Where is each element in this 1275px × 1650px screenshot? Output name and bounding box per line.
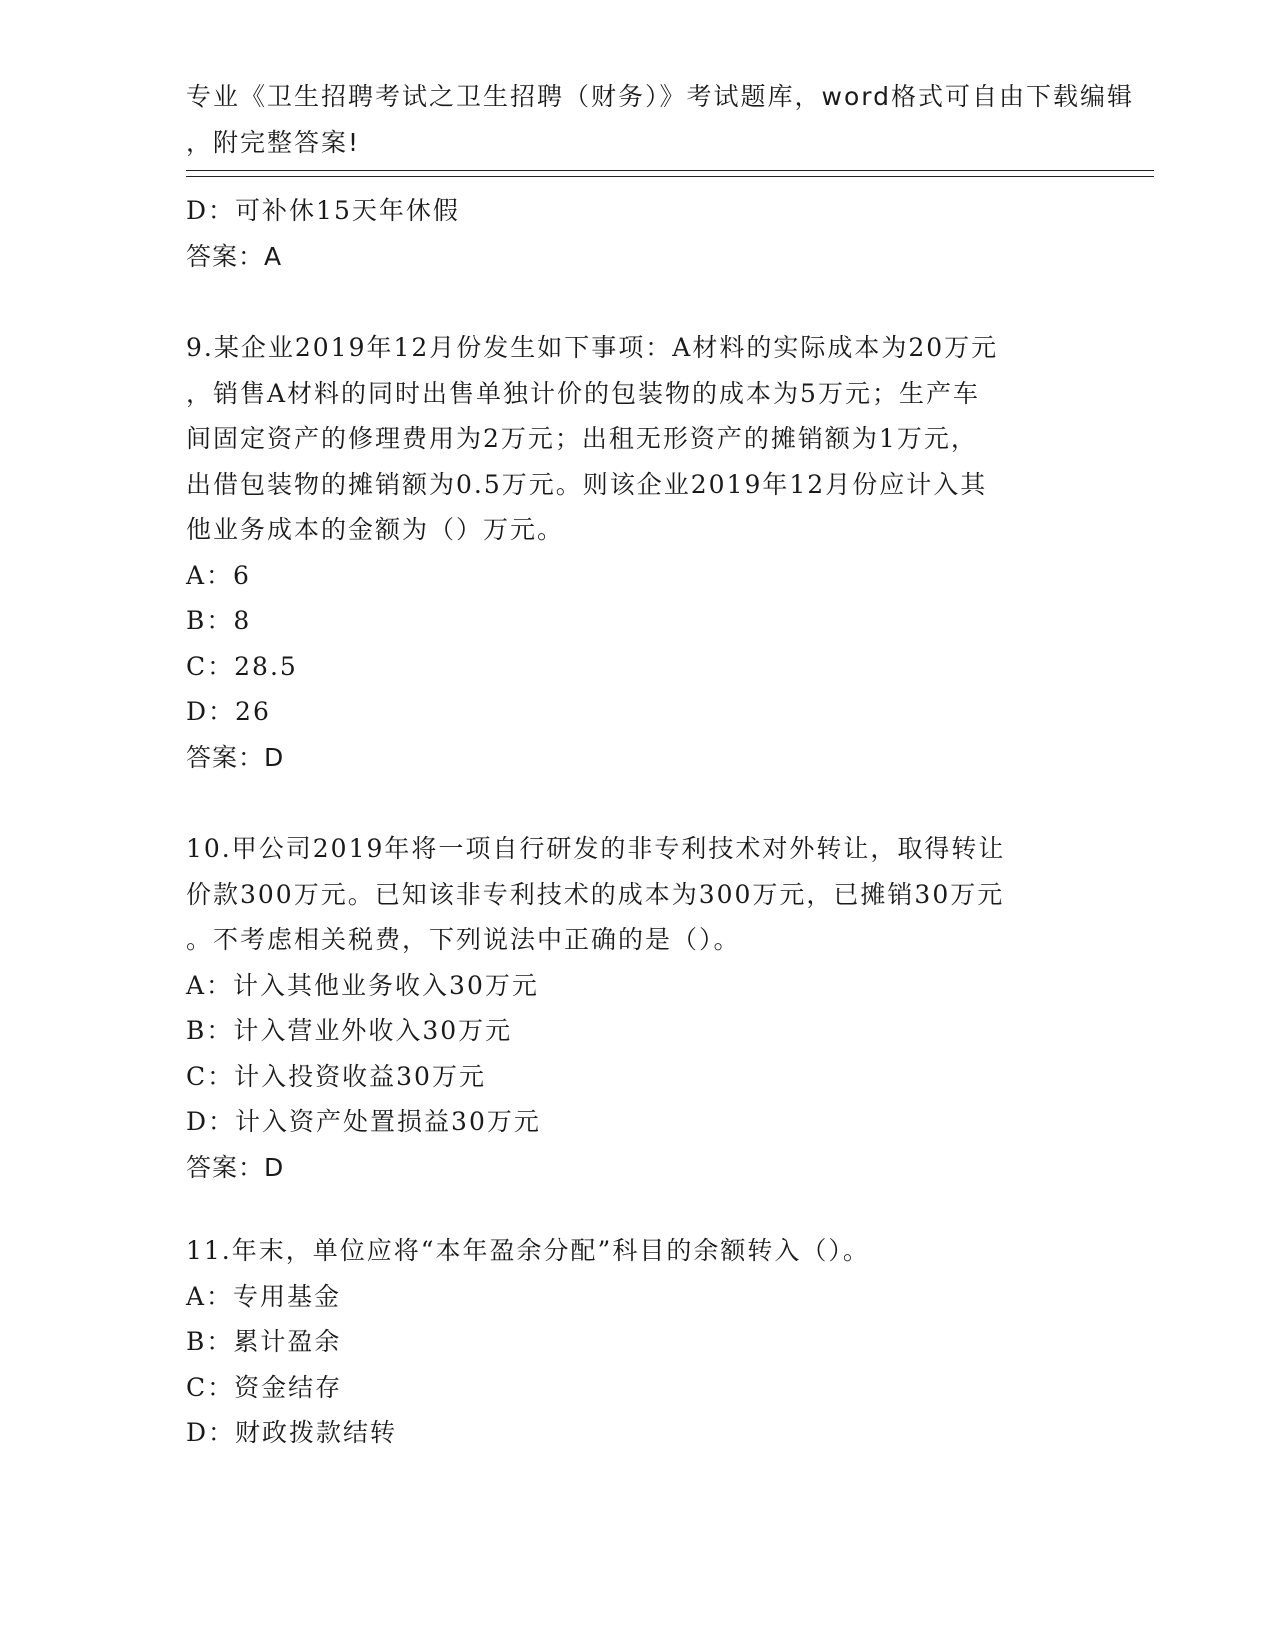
q11-option-c: C：资金结存 <box>186 1372 343 1402</box>
q9-option-a: A：6 <box>186 560 251 590</box>
q9-stem-line: 9.某企业2019年12月份发生如下事项：A材料的实际成本为20万元 <box>186 333 999 362</box>
q10-stem-line: 。不考虑相关税费，下列说法中正确的是（）。 <box>186 925 741 954</box>
q10-option-a: A：计入其他业务收入30万元 <box>186 970 539 1000</box>
header-rule-bottom <box>186 176 1154 177</box>
q9-stem-line: 他业务成本的金额为（）万元。 <box>186 515 565 544</box>
header-line-1: 专业《卫生招聘考试之卫生招聘（财务）》考试题库，word格式可自由下载编辑 <box>186 82 1134 111</box>
q9-stem-line: ，销售A材料的同时出售单独计价的包装物的成本为5万元；生产车 <box>186 378 980 408</box>
q10-stem-line: 价款300万元。已知该非专利技术的成本为300万元，已摊销30万元 <box>186 879 1005 909</box>
question-10 <box>186 826 1066 1190</box>
spacer <box>186 279 1066 325</box>
spacer <box>186 780 1066 826</box>
q10-answer: 答案：D <box>186 1152 285 1182</box>
q9-option-d: D：26 <box>186 697 271 726</box>
q9-option-c: C：28.5 <box>186 651 298 681</box>
q11-stem-line: 11.年末，单位应将“本年盈余分配”科目的余额转入（）。 <box>186 1236 870 1265</box>
page-header <box>186 74 1134 165</box>
prev-option-d: D：可补休15天年休假 <box>186 196 460 225</box>
q11-option-a: A：专用基金 <box>186 1281 342 1311</box>
prev-question <box>186 188 1066 279</box>
prev-answer: 答案：A <box>186 241 283 271</box>
q9-stem-line: 出借包装物的摊销额为0.5万元。则该企业2019年12月份应计入其 <box>186 469 988 499</box>
q10-stem-line: 10.甲公司2019年将一项自行研发的非专利技术对外转让，取得转让 <box>186 834 1006 863</box>
q10-option-c: C：计入投资收益30万元 <box>186 1061 486 1091</box>
q11-option-d: D：财政拨款结转 <box>186 1418 398 1447</box>
q9-option-b: B：8 <box>186 606 252 635</box>
q10-option-d: D：计入资产处置损益30万元 <box>186 1107 541 1136</box>
header-line-2: ，附完整答案! <box>186 127 361 157</box>
spacer <box>186 1190 1066 1228</box>
header-rule-top <box>186 170 1154 171</box>
q9-answer: 答案：D <box>186 742 285 772</box>
question-9 <box>186 325 1066 780</box>
q10-option-b: B：计入营业外收入30万元 <box>186 1016 513 1045</box>
question-content <box>186 188 1066 1456</box>
q9-stem-line: 间固定资产的修理费用为2万元；出租无形资产的摊销额为1万元， <box>186 424 978 453</box>
question-11 <box>186 1228 1066 1456</box>
q11-option-b: B：累计盈余 <box>186 1327 342 1356</box>
